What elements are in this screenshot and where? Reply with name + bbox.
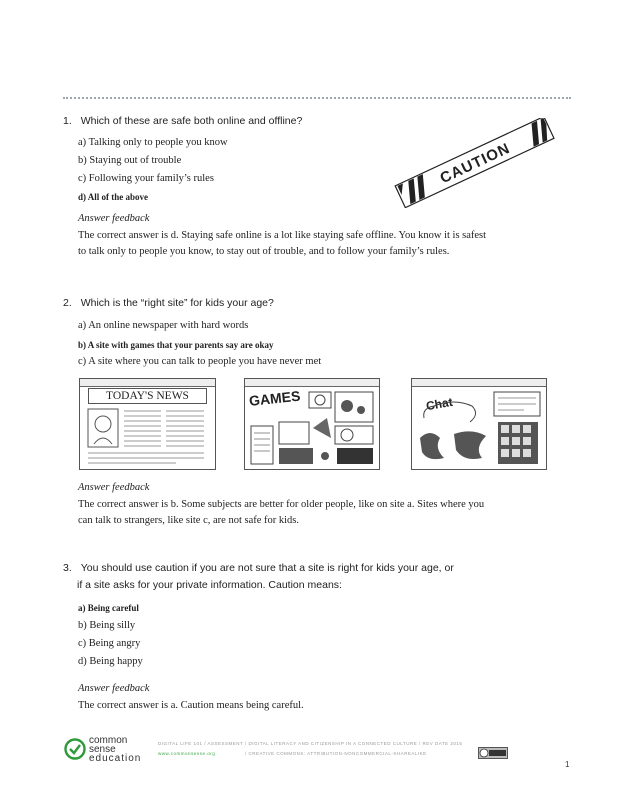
common-sense-logo-icon [64, 738, 86, 760]
option-3c[interactable]: c) Being angry [78, 638, 141, 649]
question-number: 2. [63, 297, 72, 309]
option-3a[interactable]: a) Being careful [78, 603, 139, 613]
site-a-newspaper-thumbnail [79, 378, 216, 470]
caution-text: CAUTION [437, 139, 513, 188]
option-3d[interactable]: d) Being happy [78, 656, 143, 667]
logo-line: sense [89, 744, 116, 755]
feedback-heading-2: Answer feedback [78, 482, 150, 493]
newspaper-layout-icon [86, 406, 209, 466]
question-2 [63, 297, 274, 309]
feedback-line: The correct answer is b. Some subjects are better for older people, like on site a. Sites where you [78, 499, 485, 510]
feedback-text-2 [78, 497, 563, 529]
feedback-line: to talk only to people you know, to stay out of trouble, and to follow your family’s rules. [78, 246, 450, 257]
footer-course-info: DIGITAL LIFE 101 / ASSESSMENT / DIGITAL LITERACY AND CITIZENSHIP IN A CONNECTED CULTURE / REV DATE 2015 [158, 741, 463, 746]
option-1d[interactable]: d) All of the above [78, 192, 149, 202]
question-3 [63, 562, 454, 574]
option-2b[interactable]: b) A site with games that your parents say are okay [78, 340, 274, 350]
games-title: GAMES [248, 387, 302, 409]
feedback-heading-3: Answer feedback [78, 683, 150, 694]
option-2c[interactable]: c) A site where you can talk to people you have never met [78, 356, 322, 367]
games-layout-icon [247, 388, 377, 468]
logo-line: education [89, 753, 142, 764]
top-divider [63, 97, 571, 99]
feedback-text-3: The correct answer is a. Caution means being careful. [78, 700, 304, 711]
question-text-line: You should use caution if you are not sure that a site is right for kids your age, or [80, 562, 454, 574]
logo-line: common [89, 735, 128, 746]
creative-commons-badge-icon [478, 747, 508, 759]
news-masthead: TODAY'S NEWS [88, 388, 207, 404]
chat-title: Chat [424, 394, 454, 414]
option-1c[interactable]: c) Following your family’s rules [78, 173, 214, 184]
page-number: 1 [565, 760, 570, 769]
footer-url-link[interactable]: www.commonsense.org [158, 751, 216, 756]
question-text: Which is the “right site” for kids your age? [80, 297, 274, 309]
chat-layout-icon [414, 388, 544, 468]
feedback-heading-1: Answer feedback [78, 213, 150, 224]
option-2a[interactable]: a) An online newspaper with hard words [78, 320, 249, 331]
site-c-chat-thumbnail [411, 378, 547, 470]
question-number: 3. [63, 562, 72, 574]
question-text: Which of these are safe both online and offline? [80, 115, 303, 127]
feedback-line: The correct answer is d. Staying safe online is a lot like staying safe offline. You know it is safest [78, 230, 487, 241]
footer-license: / CREATIVE COMMONS: ATTRIBUTION-NONCOMMERCIAL-SHAREALIKE [245, 751, 427, 756]
option-1a[interactable]: a) Talking only to people you know [78, 137, 228, 148]
question-1 [63, 115, 302, 127]
common-sense-logo-text [89, 736, 141, 763]
question-3-line2: if a site asks for your private information. Caution means: [77, 579, 342, 591]
feedback-line: can talk to strangers, like site c, are not safe for kids. [78, 515, 300, 526]
feedback-text-1 [78, 228, 563, 260]
option-1b[interactable]: b) Staying out of trouble [78, 155, 182, 166]
site-b-games-thumbnail [244, 378, 380, 470]
option-3b[interactable]: b) Being silly [78, 620, 136, 631]
caution-tape-illustration [385, 118, 565, 208]
question-number: 1. [63, 115, 72, 127]
